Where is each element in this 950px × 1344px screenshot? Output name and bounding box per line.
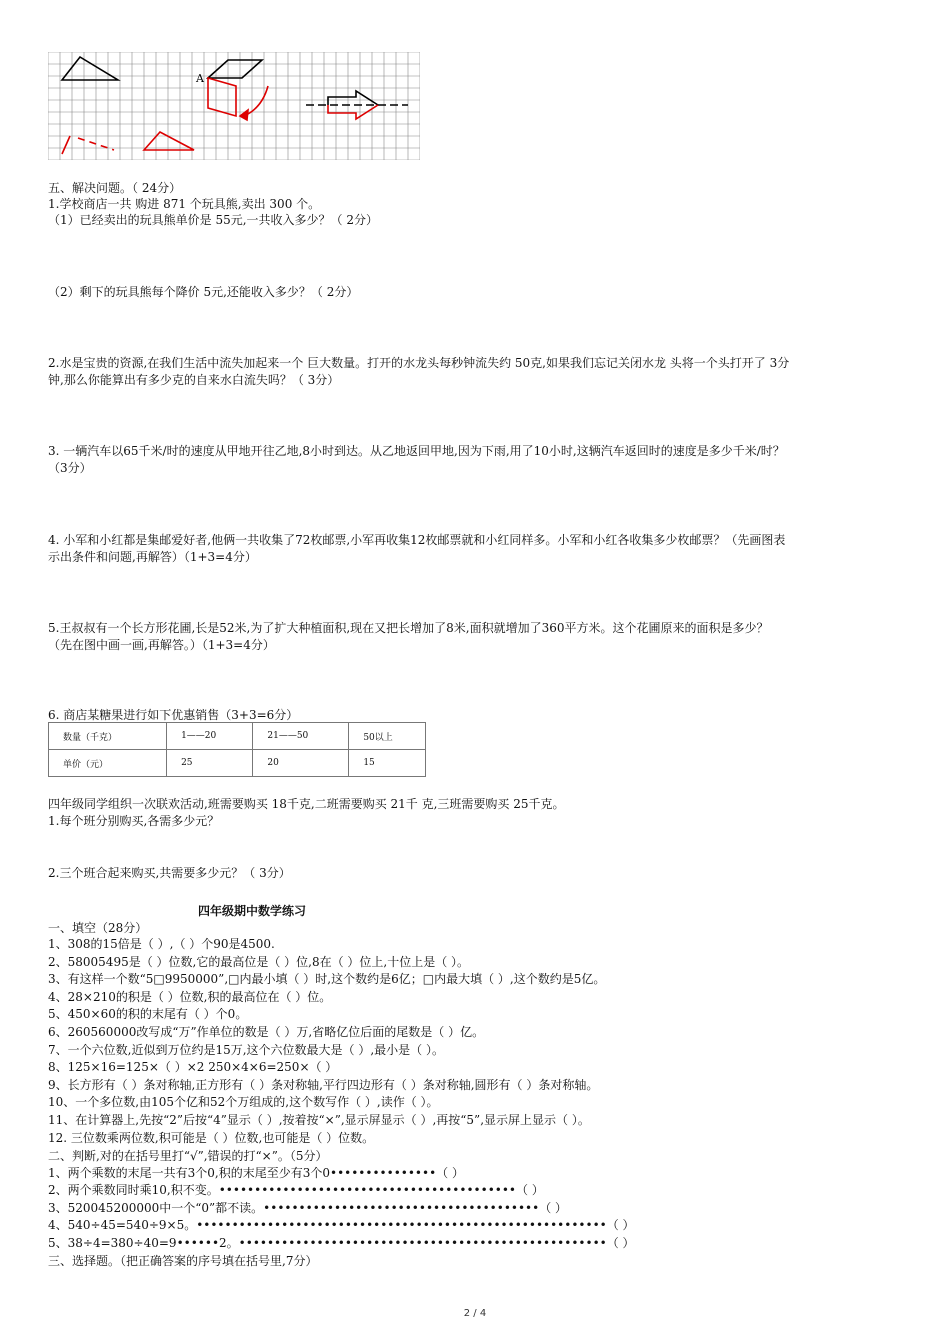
- table-cell: 50以上: [349, 723, 426, 750]
- fill-item: 3、有这样一个数“5□9950000”,□内最小填（ ）时,这个数约是6亿；□内最大填（ ）,这个数约是5亿。: [48, 972, 606, 987]
- judge-item: 5、38÷4=380÷40=9••••••2。••••••••••••••••••••••••••••••••••••••••••••••••••••（ ）: [48, 1235, 635, 1250]
- price-table: [48, 722, 426, 777]
- q3-line2: （3分）: [48, 461, 92, 475]
- q2-line2: 钟,那么你能算出有多少克的自来水白流失吗？（ 3分）: [48, 373, 340, 387]
- fill-item: 1、308的15倍是（ ）,（ ）个90是4500.: [48, 937, 275, 951]
- fill-item: 7、一个六位数,近似到万位约是15万,这个六位数最大是（ ）,最小是（ ）。: [48, 1042, 444, 1057]
- q1-text: 1.学校商店一共 购进 871 个玩具熊,卖出 300 个。: [48, 197, 321, 211]
- arrow-head: [240, 110, 248, 120]
- fill-item: 12. 三位数乘两位数,积可能是（ ）位数,也可能是（ ）位数。: [48, 1130, 375, 1145]
- exam-title: 四年级期中数学练习: [198, 904, 307, 918]
- page-number: 2 / 4: [463, 1308, 487, 1319]
- fill-item: 9、长方形有（ ）条对称轴,正方形有（ ）条对称轴,平行四边形有（ ）条对称轴,圆形有（ ）条对称轴。: [48, 1077, 599, 1092]
- judge-item: 1、两个乘数的末尾一共有3个0,积的末尾至少有3个0•••••••••••••••（ ）: [48, 1166, 464, 1180]
- fill-item: 2、58005495是（ ）位数,它的最高位是（ ）位,8在（ ）位上,十位上是（ ）。: [48, 954, 470, 969]
- q6-part2: 2.三个班合起来购买,共需要多少元？（ 3分）: [48, 866, 291, 880]
- triangle-original: [62, 57, 118, 80]
- fill-item: 10、一个多位数,由105个亿和52个万组成的,这个数写作（ ）,读作（ ）。: [48, 1095, 439, 1110]
- table-cell: 单价（元）: [49, 750, 167, 777]
- q6-description: 四年级同学组织一次联欢活动,班需要购买 18千克,二班需要购买 21千 克,三班需要购买 25千克。: [48, 797, 565, 811]
- q4-line2: 示出条件和问题,再解答）（1+3=4分）: [48, 550, 257, 564]
- choice-heading: 三、选择题。（把正确答案的序号填在括号里,7分）: [48, 1254, 318, 1268]
- table-cell: 21——50: [253, 723, 349, 750]
- q5-line1: 5.王叔叔有一个长方形花圃,长是52米,为了扩大种植面积,现在又把长增加了8米,面积就增加了360平方米。这个花圃原来的面积是多少？: [48, 621, 769, 635]
- parallelogram-rotated: [208, 78, 236, 116]
- point-label-a: A: [196, 72, 204, 85]
- table-cell: 15: [349, 750, 426, 777]
- judge-item: 4、540÷45=540÷9×5。••••••••••••••••••••••••••••••••••••••••••••••••••••••••••（ ）: [48, 1218, 635, 1233]
- triangle-left-side: [62, 136, 70, 154]
- table-cell: 数量（千克）: [49, 723, 167, 750]
- fill-item: 6、260560000改写成“万”作单位的数是（ ）万,省略亿位后面的尾数是（ ）亿。: [48, 1025, 485, 1039]
- judge-heading: 二、判断,对的在括号里打“√”,错误的打“×”。（5分）: [48, 1149, 328, 1163]
- arrow-shape-upper: [328, 91, 378, 105]
- table-row: [49, 723, 426, 750]
- fill-item: 4、28×210的积是（ ）位数,积的最高位在（ ）位。: [48, 989, 332, 1004]
- q5-line2: （先在图中画一画,再解答。）（1+3=4分）: [48, 638, 275, 652]
- triangle-translated: [144, 132, 194, 150]
- table-cell: 25: [167, 750, 253, 777]
- fill-item: 8、125×16=125×（ ）×2 250×4×6=250×（ ）: [48, 1060, 338, 1075]
- table-row: [49, 750, 426, 777]
- q4-line1: 4. 小军和小红都是集邮爱好者,他俩一共收集了72枚邮票,小军再收集12枚邮票就和小红同样多。小军和小红各收集多少枚邮票？（先画图表: [48, 533, 786, 547]
- fill-item: 5、450×60的积的末尾有（ ）个0。: [48, 1007, 248, 1022]
- judge-item: 2、两个乘数同时乘10,积不变。••••••••••••••••••••••••••••••••••••••••••（ ）: [48, 1183, 544, 1198]
- q1a-text: （1）已经卖出的玩具熊单价是 55元,一共收入多少？（ 2分）: [48, 213, 378, 227]
- judge-item: 3、520045200000中一个“0”都不读。•••••••••••••••••••••••••••••••••••••••（ ）: [48, 1200, 568, 1215]
- section5-heading: 五、解决问题。（ 24分）: [48, 181, 182, 195]
- fill-item: 11、在计算器上,先按“2”后按“4”显示（ ）,按着按“×”,显示屏显示（ ）,再按“5”,显示屏上显示（ ）。: [48, 1113, 590, 1127]
- fill-heading: 一、填空（28分）: [48, 921, 148, 935]
- q2-line1: 2.水是宝贵的资源,在我们生活中流失加起来一个 巨大数量。打开的水龙头每秒钟流失约 50克,如果我们忘记关闭水龙 头将一个头打开了 3分: [48, 356, 790, 370]
- q1b-text: （2）剩下的玩具熊每个降价 5元,还能收入多少？（ 2分）: [48, 285, 359, 299]
- q3-line1: 3. 一辆汽车以65千米/时的速度从甲地开往乙地,8小时到达。从乙地返回甲地,因为下雨,用了10小时,这辆汽车返回时的速度是多少千米/时？: [48, 444, 785, 458]
- q6-part1: 1.每个班分别购买,各需多少元？: [48, 814, 220, 828]
- table-cell: 20: [253, 750, 349, 777]
- q6-text: 6. 商店某糖果进行如下优惠销售（3+3=6分）: [48, 708, 299, 722]
- geometry-grid-figure: [48, 52, 420, 160]
- table-cell: 1——20: [167, 723, 253, 750]
